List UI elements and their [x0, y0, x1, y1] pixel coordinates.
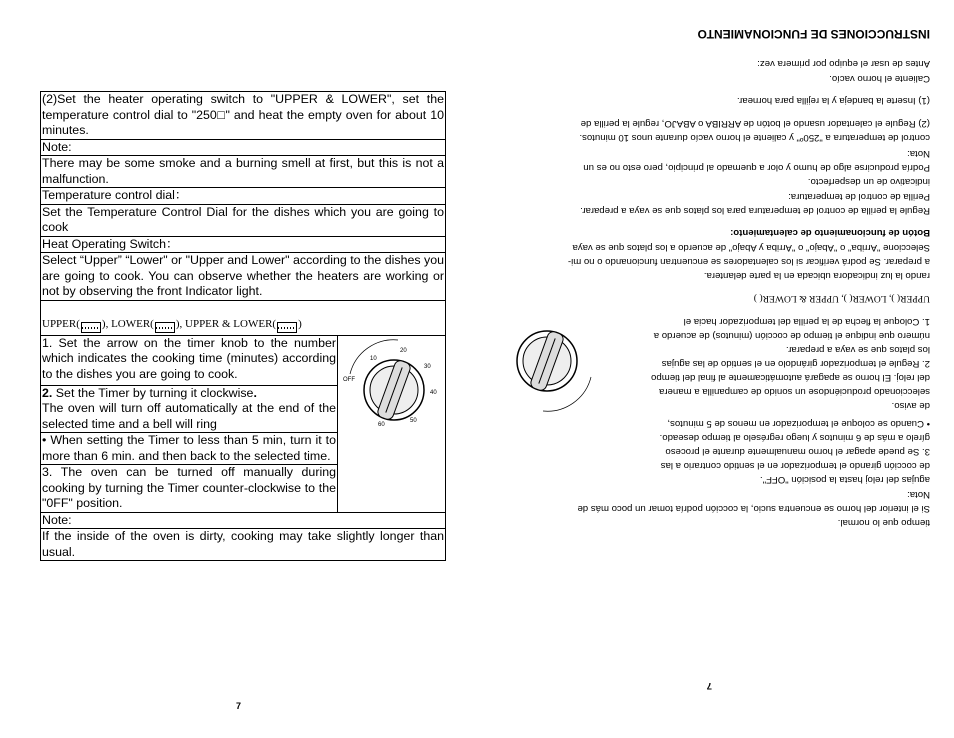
dial-label-off: OFF [343, 376, 355, 383]
dial-label-30: 30 [424, 363, 431, 370]
dial-label-20: 20 [400, 347, 407, 354]
spanish-line: Seleccione "Arriba" o "Abajo" o "Arriba y Abajo" de acuerdo a los platos que se vaya [572, 242, 930, 253]
note-2-label: Note: [41, 513, 445, 530]
spanish-heater-modes: UPPER( ), LOWER( ), UPPER & LOWER( ) [753, 293, 930, 304]
note-label: Note: [41, 140, 445, 157]
spanish-line: tiempo que lo normal. [837, 517, 930, 528]
spanish-line: Podría producirse algo de humo y olor a quemado al principio, pero esto no es un [583, 162, 930, 173]
timer-step-2-number: 2. [42, 385, 53, 400]
timer-block [41, 336, 445, 513]
spanish-line: Regule la perilla de control de temperatura para los platos que se vaya a preparar. [580, 205, 930, 216]
spanish-line: 1. Coloque la flecha de la perilla del temporizador hacia el [683, 316, 930, 327]
intro-text: (2)Set the heater operating switch to "UPPER & LOWER", set the temperature control dial to "250□" and heat the empty oven for about 10 minutes. [41, 92, 445, 140]
spanish-line: de cocción girando el temporizador en el sentido contrario a las [660, 460, 930, 471]
spanish-line: Nota: [907, 489, 930, 500]
note-2-text: If the inside of the oven is dirty, cooking may take slightly longer than usual. [41, 529, 445, 561]
spanish-line: 3. Se puede apagar el horno manualmente durante el proceso [665, 446, 930, 457]
spanish-line: a preparar. Se podrá verificar si los calentadores se encuentran funcionando o no mi- [567, 256, 930, 267]
temperature-dial-text: Set the Temperature Control Dial for the dishes which you are going to cook [41, 205, 445, 237]
timer-step-1: 1. Set the arrow on the timer knob to the number which indicates the cooking time (minutes) according to the dishes you are going to cook. [41, 336, 337, 386]
timer-step-2 [41, 386, 337, 434]
timer-dial-image [338, 336, 445, 512]
timer-step-2-period: . [253, 385, 257, 400]
spanish-line: 2. Regule el temporizador girándolo en el sentido de las agujas [661, 358, 930, 369]
dial-label-10: 10 [370, 355, 377, 362]
upper-heater-icon [81, 322, 101, 333]
spanish-line: indicativo de un desperfecto. [807, 176, 930, 187]
timer-step-3: 3. The oven can be turned off manually during cooking by turning the Timer counter-clockwise to the "0FF" position. [42, 465, 336, 510]
spanish-line: control de temperatura a "250º" y caliente el horno vacío durante unos 10 minutos. [579, 132, 930, 143]
spanish-line: Si el interior del horno se encuentra sucio, la cocción podría tomar un poco más de [577, 503, 930, 514]
timer-step-2-text: Set the Timer by turning it clockwise [52, 385, 254, 400]
spanish-line: seleccionado produciéndose un sonido de campanilla a manera [659, 386, 930, 397]
spanish-line: rando la luz indicadora ubicada en la parte delantera. [703, 270, 930, 281]
heater-modes-row [41, 301, 445, 336]
spanish-line: Botón de funcionamiento de calentamiento: [730, 227, 930, 238]
heater-lower-label: ), LOWER( [101, 318, 154, 330]
spanish-line: gírelo a más de 6 minutos y luego regréselo al tiempo deseado. [659, 432, 930, 443]
timer-bullet: • When setting the Timer to less than 5 min, turn it to more than 6 min. and then back to the selected time. [41, 433, 337, 465]
heater-both-label: ), UPPER & LOWER( [175, 318, 277, 330]
dial-label-50: 50 [410, 417, 417, 424]
both-heater-icon [277, 322, 297, 333]
instructions-table [40, 91, 446, 561]
spanish-line: Antes de usar el equipo por primera vez: [757, 58, 930, 69]
spanish-line: Nota: [907, 148, 930, 159]
page-number-right: 7 [706, 680, 712, 691]
heater-end: ) [298, 318, 302, 330]
spanish-line: los platos que se vaya a preparar. [786, 344, 930, 355]
timer-step-2-detail: The oven will turn off automatically at the end of the selected time and a bell will ring [42, 401, 336, 431]
dial-label-40: 40 [430, 389, 437, 396]
dial-label-60: 60 [378, 421, 385, 428]
heat-switch-text: Select “Upper” “Lower" or "Upper and Lower" according to the dishes you are going to cook. You can observe whether the heaters are working or not by observing the front Indicator light. [41, 253, 445, 301]
note-text: There may be some smoke and a burning smell at first, but this is not a malfunction. [41, 156, 445, 188]
spanish-line: Caliente el horno vacío. [829, 73, 930, 84]
spanish-line: de aviso. [891, 400, 930, 411]
lower-heater-icon [155, 322, 175, 333]
heater-upper-label: UPPER( [42, 318, 80, 330]
spanish-page [490, 20, 930, 700]
spanish-line: (2) Regule el calentador usando el botón de ARRIBA o ABAJO, regule la perilla de [580, 118, 930, 129]
spanish-line: Perilla de control de temperatura: [788, 191, 930, 202]
spanish-line: (1) Inserte la bandeja y la rejilla para hornear. [736, 95, 930, 106]
heat-switch-label: Heat Operating Switch： [41, 237, 445, 254]
spanish-line: • Cuando se coloque el temporizador en menos de 5 minutos, [667, 418, 930, 429]
timer-dial-icon [495, 305, 605, 415]
spanish-title: INSTRUCCIONES DE FUNCIONAMIENTO [697, 27, 930, 41]
page-number-left: 7 [236, 701, 242, 711]
temperature-dial-label: Temperature control dial： [41, 188, 445, 205]
spanish-line: del reloj. El horno se apagará automáticamente al final del tiempo [651, 372, 930, 383]
spanish-line: número que indique el tiempo de cocción (minutos) de acuerdo a [653, 330, 930, 341]
spanish-line: agujas del reloj hasta la posición "OFF". [760, 474, 930, 485]
timer-dial-icon [338, 336, 444, 446]
